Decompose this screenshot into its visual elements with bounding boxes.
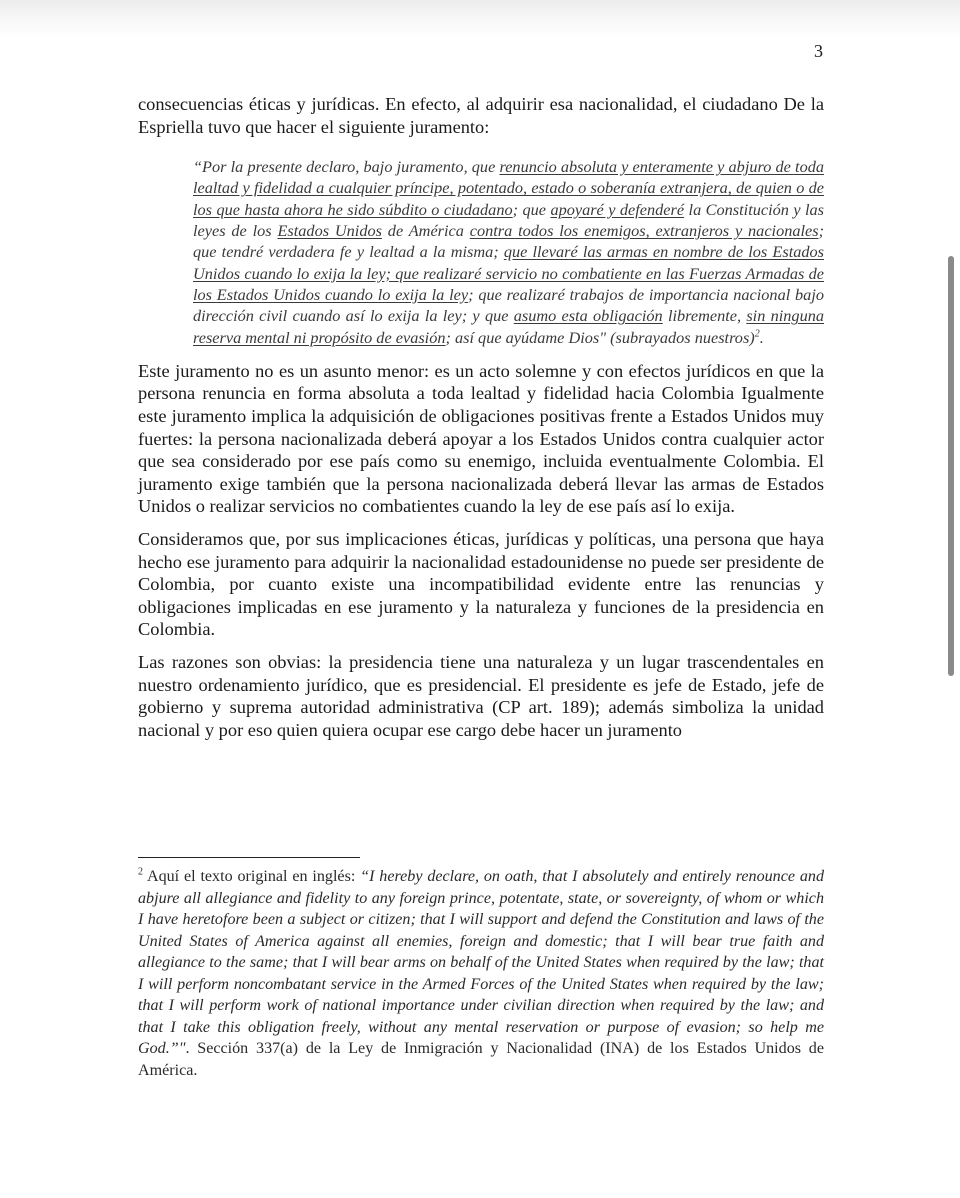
scrollbar-thumb[interactable] [948, 256, 954, 676]
document-body [138, 93, 824, 751]
quote-text: “Por la presente declaro, bajo juramento, que [193, 157, 500, 177]
footnote-lead: Aquí el texto original en inglés: [143, 868, 361, 885]
footnote-2 [138, 866, 824, 1081]
quote-text: ; que realizaré trabajos de importancia nacional bajo dirección civil cuando así lo exija la ley; y que [193, 284, 824, 326]
footnote-source: . Sección 337(a) de la Ley de Inmigración y Nacionalidad (INA) de los Estados Unidos de América. [138, 1040, 824, 1079]
quote-text: ; que tendré verdadera fe y lealtad a la misma; [193, 221, 824, 262]
page-number: 3 [814, 41, 823, 61]
quote-text: ; que [512, 199, 551, 219]
footnote-marker: 2 [138, 866, 143, 878]
paragraph-oath-significance: Este juramento no es un asunto menor: es un acto solemne y con efectos jurídicos en que la persona renuncia en forma absoluta a toda lealtad y fidelidad hacia Colombia Igualmente este juramento implica la adquisición de obligaciones positivas frente a Estados Unidos muy fuertes: la persona nacionalizada deberá apoyar a los Estados Unidos contra cualquier actor que sea considerado por ese país como su enemigo, incluida eventualmente Colombia. El juramento exige también que la persona nacionalizada deberá llevar las armas de Estados Unidos o realizar servicios no combatientes cuando la ley de ese país así lo exija. [138, 360, 824, 517]
quote-text: la Constitución y las leyes de los [193, 199, 825, 241]
quote-underlined-text: apoyaré y defenderé [550, 199, 685, 219]
quote-text: . [759, 327, 764, 347]
paragraph-incompatibility: Consideramos que, por sus implicaciones éticas, jurídicas y políticas, una persona que haya hecho ese juramento para adquirir la nacionalidad estadounidense no puede ser presidente de Colombia, por cuanto existe una incompatibilidad evidente entre las renuncias y obligaciones implicadas en ese juramento y la naturaleza y funciones de la presidencia en Colombia. [138, 529, 824, 640]
quote-text: de América [381, 221, 470, 241]
footnote-separator [138, 857, 360, 858]
oath-quote-spanish [193, 156, 824, 348]
quote-underlined-text: Estados Unidos [277, 221, 382, 241]
quote-text: libremente, [662, 306, 747, 326]
quote-underlined-text: asumo esta obligación [513, 306, 663, 326]
paragraph-presidency-reasons: Las razones son obvias: la presidencia tiene una naturaleza y un lugar trascendentales en nuestro ordenamiento jurídico, que es presidencial. El presidente es jefe de Estado, jefe de gobierno y suprema autoridad administrativa (CP art. 189); además simboliza la unidad nacional y por eso quien quiera ocupar ese cargo debe hacer un juramento [138, 651, 824, 740]
quote-underlined-text: sin ninguna reserva mental ni propósito de evasión [193, 306, 824, 347]
paragraph-intro: consecuencias éticas y jurídicas. En efecto, al adquirir esa nacionalidad, el ciudadano De la Espriella tuvo que hacer el siguiente juramento: [138, 94, 824, 137]
quote-underlined-text: contra todos los enemigos, extranjeros y nacionales [469, 221, 819, 241]
quote-underlined-text: renuncio absoluta y enteramente y abjuro de toda lealtad y fidelidad a cualquier príncipe, potentado, estado o soberanía extranjera, de quien o de los que hasta ahora he sido súbdito o ciudadano [193, 157, 824, 219]
quote-underlined-text: que llevaré las armas en nombre de los Estados Unidos cuando lo exija la ley; que realizaré servicio no combatiente en las Fuerzas Armadas de los Estados Unidos cuando lo exija la ley [193, 242, 824, 304]
footnote-english-oath: “I hereby declare, on oath, that I absolutely and entirely renounce and abjure all allegiance and fidelity to any foreign prince, potentate, state, or sovereignty, of whom or which I have heretofore been a subject or citizen; that I will support and defend the Constitution and laws of the United States of America against all enemies, foreign and domestic; that I will bear true faith and allegiance to the same; that I will bear arms on behalf of the United States when required by the law; that I will perform noncombatant service in the Armed Forces of the United States when required by the law; that I will perform work of national importance under civilian direction when required by the law; and that I take this obligation freely, without any mental reservation or purpose of evasion; so help me God.”" [138, 868, 824, 1057]
footnote-reference[interactable]: 2 [754, 328, 760, 340]
quote-text: ; así que ayúdame Dios" (subrayados nuestros) [445, 327, 755, 347]
